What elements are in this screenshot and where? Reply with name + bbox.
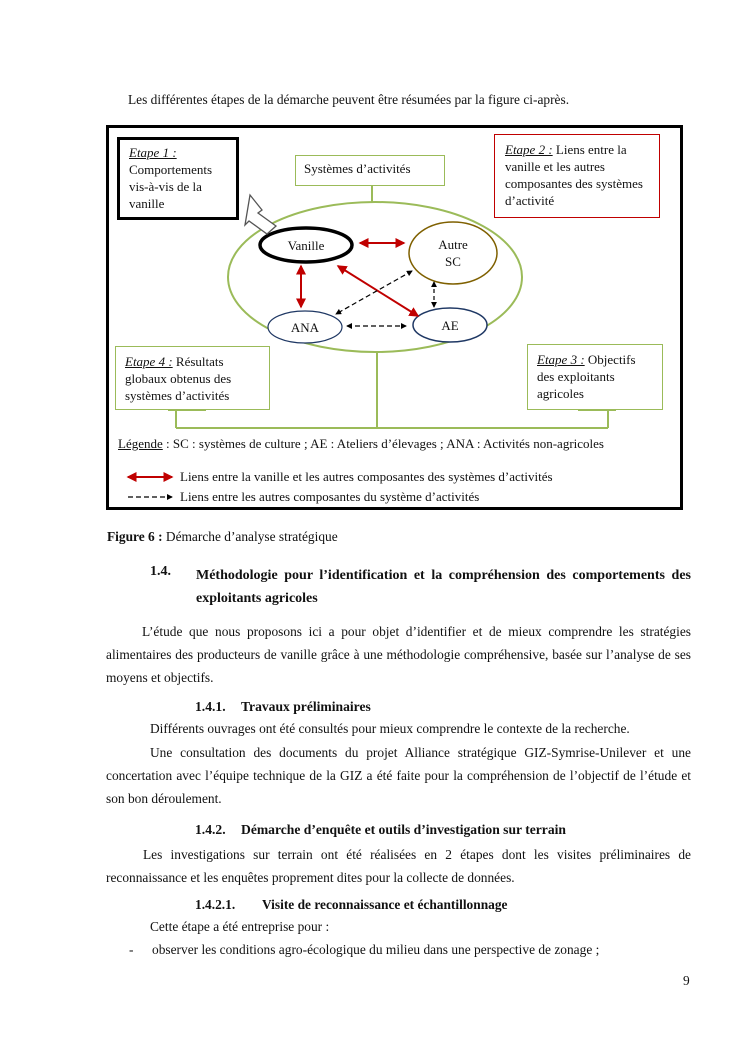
intro-text: Les différentes étapes de la démarche peuvent être résumées par la figure ci-après.: [128, 92, 570, 107]
section-1-4-title: Méthodologie pour l’identification et la compréhension des comportements des exploitants agricoles: [196, 568, 691, 606]
page-number: 9: [683, 973, 690, 988]
bullet-dash: -: [129, 942, 134, 957]
etape2-label: Etape 2 :: [505, 142, 553, 157]
ana-node: ANA: [290, 319, 320, 335]
paragraph-1-4: L’étude que nous proposons ici a pour objet d’identifier et de mieux comprendre les stratégies alimentaires des producteurs de vanille grâce à une méthodologie compréhensive, basée sur l’analyse de ses moyens et objectifs.: [106, 624, 691, 685]
section-1-4-2-1-title: Visite de reconnaissance et échantillonnage: [262, 897, 508, 912]
legend-red-text: Liens entre la vanille et les autres composantes des systèmes d’activités: [180, 469, 553, 484]
etape3-label: Etape 3 :: [537, 352, 585, 367]
legend-text: : SC : systèmes de culture ; AE : Ateliers d’élevages ; ANA : Activités non-agricoles: [162, 436, 604, 451]
bullet-item-1: observer les conditions agro-écologique du milieu dans une perspective de zonage ;: [152, 942, 600, 957]
figure-caption: [107, 529, 338, 545]
systemes-box: [295, 155, 445, 186]
etape2-box: [494, 134, 660, 218]
legend: [118, 434, 674, 453]
link-autresc-ana: [336, 271, 412, 314]
etape1-pointer-arrow: [245, 195, 276, 234]
etape3-box: [527, 344, 663, 410]
etape4-label: Etape 4 :: [125, 354, 173, 369]
ae-node: AE: [441, 317, 459, 333]
section-1-4-2-1-number: 1.4.2.1.: [195, 897, 236, 912]
etape1-label: Etape 1 :: [129, 145, 177, 160]
section-1-4-1-title: Travaux préliminaires: [241, 699, 371, 714]
etape2-text: Liens entre la vanille et les autres composantes des systèmes d’activité: [505, 142, 643, 208]
legend-dashed-text: Liens entre les autres composantes du système d’activités: [180, 489, 480, 504]
systemes-label: Systèmes d’activités: [304, 161, 411, 176]
section-1-4-number: 1.4.: [150, 564, 171, 579]
paragraph-1-4-2-1: Cette étape a été entreprise pour :: [150, 919, 330, 934]
paragraph-1-4-1a: Différents ouvrages ont été consultés pour mieux comprendre le contexte de la recherche.: [150, 721, 630, 736]
paragraph-1-4-2: Les investigations sur terrain ont été réalisées en 2 étapes dont les visites préliminaires de reconnaissance et les enquêtes proprement dites pour la collecte de données.: [106, 847, 691, 885]
caption-label: Figure 6 :: [107, 529, 163, 544]
section-1-4-1-number: 1.4.1.: [195, 699, 226, 714]
etape4-text: Résultats globaux obtenus des systèmes d’activités: [125, 354, 232, 403]
autre-sc-node: Autre SC: [438, 237, 468, 269]
caption-text: Démarche d’analyse stratégique: [162, 529, 338, 544]
etape1-box: [117, 137, 239, 220]
link-vanille-ae: [338, 266, 418, 316]
etape4-box: [115, 346, 270, 410]
legend-label: Légende: [118, 436, 163, 451]
etape1-text: Comportements vis-à-vis de la vanille: [129, 162, 213, 211]
paragraph-1-4-1b: Une consultation des documents du projet Alliance stratégique GIZ-Symrise-Unilever et une concertation avec l’équipe technique de la GIZ a été faite pour la compréhension de l’objectif de l’étude et son bon déroulement.: [106, 745, 691, 806]
section-1-4-2-title: Démarche d’enquête et outils d’investigation sur terrain: [241, 822, 566, 837]
vanille-node: Vanille: [287, 237, 325, 253]
etape3-text: Objectifs des exploitants agricoles: [537, 352, 636, 401]
section-1-4-2-number: 1.4.2.: [195, 822, 226, 837]
